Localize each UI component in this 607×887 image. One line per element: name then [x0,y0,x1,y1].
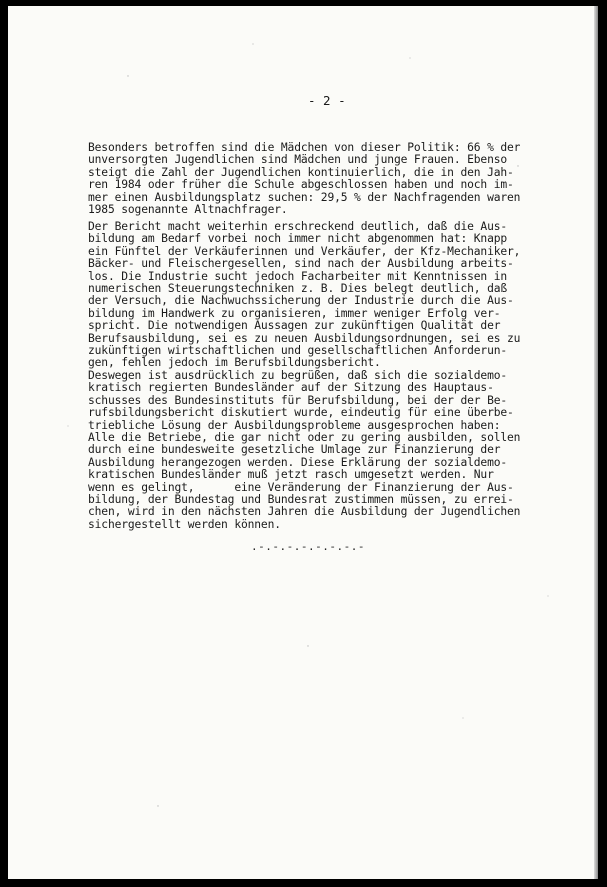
text-line: kratisch regierten Bundesländer auf der Sitzung des Hauptaus- [88,381,494,395]
text-line: numerischen Steuerungstechniken z. B. Dies belegt deutlich, daß [88,281,508,295]
text-line: Besonders betroffen sind die Mädchen von dieser Politik: 66 % der [88,141,521,154]
document-page [8,6,598,879]
paragraph-1 [88,142,558,216]
text-line: mer einen Ausbildungsplatz suchen: 29,5 % der Nachfragenden waren [88,190,521,204]
page-number: - 2 - [308,93,346,108]
text-line: spricht. Die notwendigen Aussagen zur zukünftigen Qualität der [88,319,501,333]
page-edge-shadow [594,6,598,879]
text-line: Bäcker- und Fleischergesellen, sind nach der Ausbildung arbeits- [88,257,514,271]
end-separator: .-.-.-.-.-.-.-.- [251,540,365,553]
text-line: Der Bericht macht weiterhin erschreckend deutlich, daß die Aus- [88,220,508,233]
text-line: kratischen Bundesländer muß jetzt rasch umgesetzt werden. Nur [88,468,494,482]
text-line: ren 1984 oder früher die Schule abgeschlossen haben und noch im- [88,178,514,192]
paragraph-3 [88,370,558,531]
text-line: Berufsausbildung, sei es zu neuen Ausbildungsordnungen, sei es zu [88,331,521,345]
text-line: rufsbildungsbericht diskutiert wurde, eindeutig für eine überbe- [88,406,514,420]
text-line: durch eine bundesweite gesetzliche Umlage zur Finanzierung der [88,443,501,457]
text-line: zukünftigen wirtschaftlichen und gesellschaftlichen Anforderun- [88,343,508,357]
text-line: bildung, der Bundestag und Bundesrat zustimmen müssen, zu errei- [88,492,514,506]
text-line: wenn es gelingt, eine Veränderung der Finanzierung der Aus- [88,480,514,494]
text-line: Ausbildung herangezogen werden. Diese Erklärung der sozialdemo- [88,455,508,469]
text-line: Deswegen ist ausdrücklich zu begrüßen, daß sich die sozialdemo- [88,369,508,382]
text-line: bildung am Bedarf vorbei noch immer nicht abgenommen hat: Knapp [88,232,508,246]
text-line: 1985 sogenannte Altnachfrager. [88,202,288,216]
text-line: chen, wird in den nächsten Jahren die Ausbildung der Jugendlichen [88,505,521,519]
text-line: steigt die Zahl der Jugendlichen kontinuierlich, die in den Jah- [88,165,514,179]
text-line: Alle die Betriebe, die gar nicht oder zu gering ausbilden, sollen [88,430,521,444]
paragraph-2 [88,221,558,370]
text-line: triebliche Lösung der Ausbildungsprobleme ausgesprochen haben: [88,418,501,432]
text-line: bildung im Handwerk zu organisieren, immer weniger Erfolg ver- [88,306,501,320]
text-line: ein Fünftel der Verkäuferinnen und Verkäufer, der Kfz-Mechaniker, [88,244,521,258]
text-line: unversorgten Jugendlichen sind Mädchen und junge Frauen. Ebenso [88,153,508,167]
text-line: sichergestellt werden können. [88,517,281,531]
text-line: schusses des Bundesinstituts für Berufsbildung, bei der der Be- [88,393,508,407]
text-line: gen, fehlen jedoch im Berufsbildungsbericht. [88,356,381,370]
text-line: der Versuch, die Nachwuchssicherung der Industrie durch die Aus- [88,294,514,308]
text-line: los. Die Industrie sucht jedoch Facharbeiter mit Kenntnissen in [88,269,508,283]
